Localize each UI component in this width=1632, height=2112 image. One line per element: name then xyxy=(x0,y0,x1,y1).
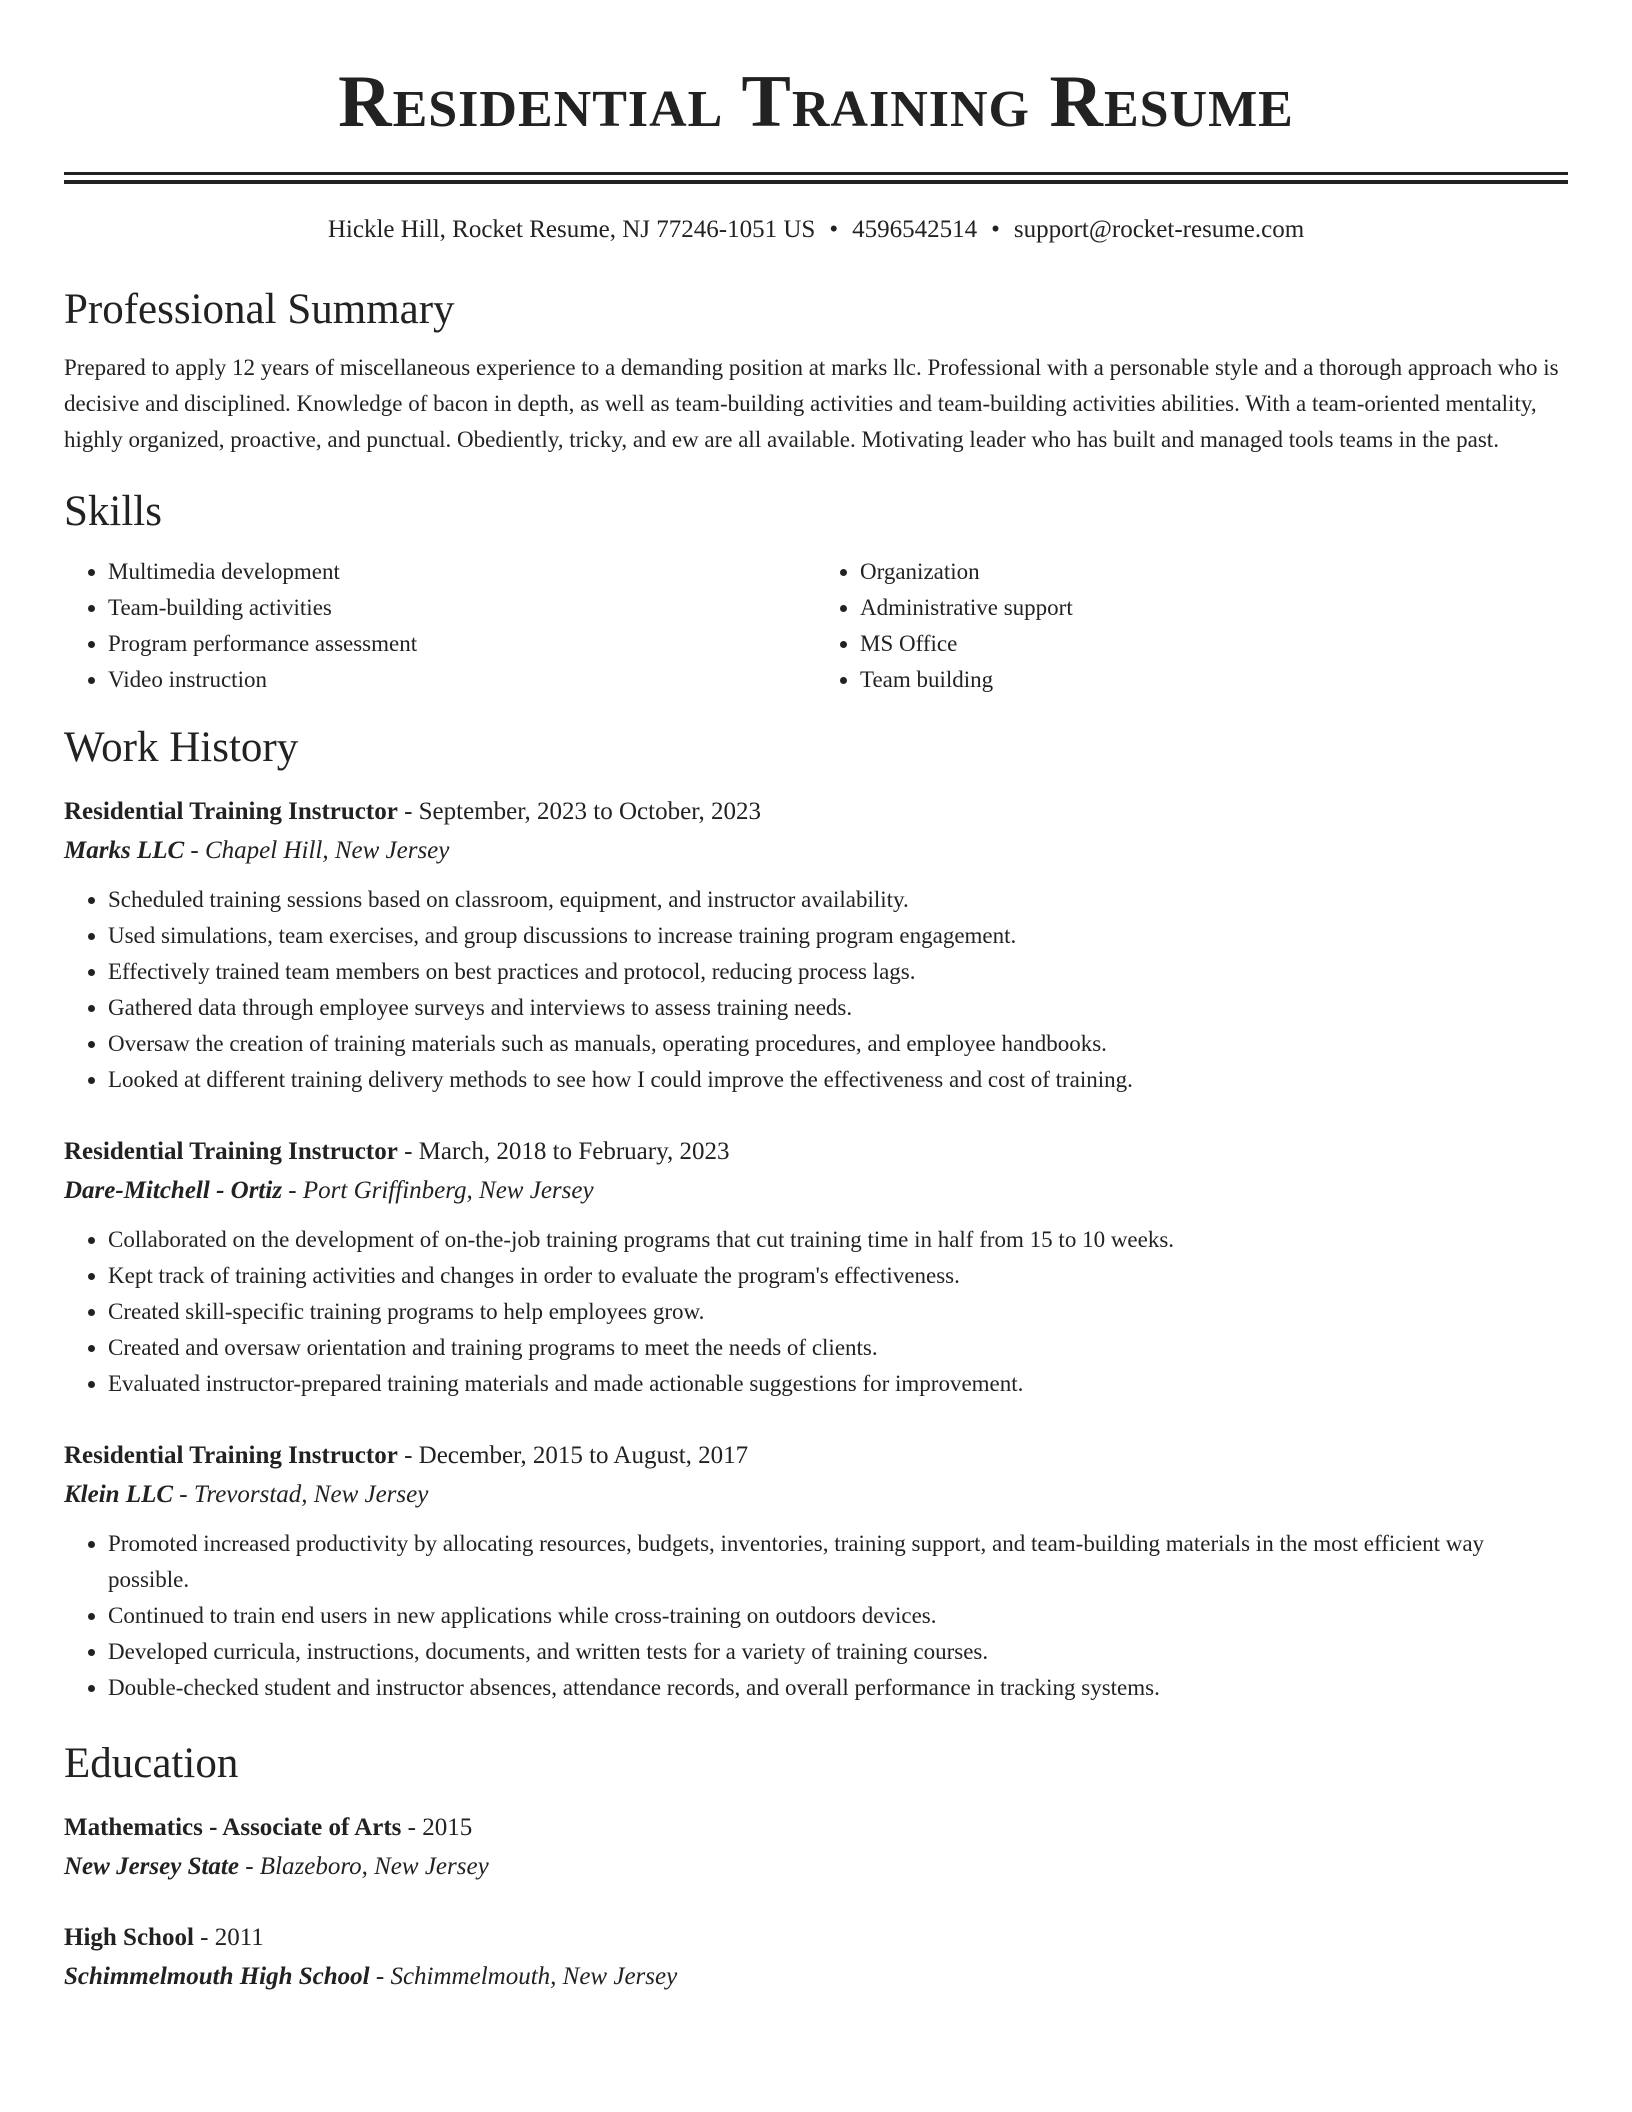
job-entry xyxy=(64,792,1568,1098)
skill-item: • Administrative support xyxy=(860,590,1568,626)
job-bullets xyxy=(64,882,1568,1098)
school-location: - Blazeboro, New Jersey xyxy=(238,1853,489,1880)
company-location: - Chapel Hill, New Jersey xyxy=(184,837,450,864)
education-heading: Education xyxy=(64,1740,239,1787)
work-history-heading: Work History xyxy=(64,724,299,771)
job-bullet: • Kept track of training activities and changes in order to evaluate the program's effectiveness. xyxy=(108,1258,1568,1294)
skill-item: • Team-building activities xyxy=(108,590,816,626)
company-line xyxy=(64,1476,1568,1514)
summary-section xyxy=(64,284,1568,458)
school-line xyxy=(64,1848,1568,1886)
title-divider xyxy=(64,172,1568,184)
company-name: Marks LLC xyxy=(64,837,185,864)
job-bullet: • Evaluated instructor-prepared training materials and made actionable suggestions for improvement. xyxy=(108,1366,1568,1402)
education-section xyxy=(64,1738,1568,1996)
job-bullet: • Used simulations, team exercises, and group discussions to increase training program engagement. xyxy=(108,918,1568,954)
company-name: Dare-Mitchell - Ortiz xyxy=(64,1177,283,1204)
skill-item: • Multimedia development xyxy=(108,554,816,590)
company-name: Klein LLC xyxy=(64,1481,174,1508)
company-location: - Port Griffinberg, New Jersey xyxy=(282,1177,594,1204)
job-bullet: • Oversaw the creation of training materials such as manuals, operating procedures, and employee handbooks. xyxy=(108,1026,1568,1062)
job-bullet: • Created and oversaw orientation and training programs to meet the needs of clients. xyxy=(108,1330,1568,1366)
company-location: - Trevorstad, New Jersey xyxy=(173,1481,429,1508)
skills-list-left xyxy=(64,554,816,698)
job-dates: - September, 2023 to October, 2023 xyxy=(397,798,762,825)
job-bullet: • Collaborated on the development of on-the-job training programs that cut training time in half from 15 to 10 weeks. xyxy=(108,1222,1568,1258)
degree-line xyxy=(64,1918,1568,1958)
job-bullet: • Double-checked student and instructor absences, attendance records, and overall performance in tracking systems. xyxy=(108,1670,1568,1706)
skill-item: • MS Office xyxy=(860,626,1568,662)
school-location: - Schimmelmouth, New Jersey xyxy=(369,1963,678,1990)
job-bullet: • Scheduled training sessions based on classroom, equipment, and instructor availability. xyxy=(108,882,1568,918)
contact-email: support@rocket-resume.com xyxy=(1013,216,1305,243)
job-title: Residential Training Instructor xyxy=(64,798,398,825)
skills-heading: Skills xyxy=(64,488,162,535)
company-line xyxy=(64,832,1568,870)
contact-address: Hickle Hill, Rocket Resume, NJ 77246-1051 US xyxy=(327,216,816,243)
school-name: Schimmelmouth High School xyxy=(64,1963,370,1990)
job-title-line xyxy=(64,1436,1568,1476)
contact-separator: • xyxy=(829,216,839,243)
job-entry xyxy=(64,1436,1568,1706)
skill-item: • Video instruction xyxy=(108,662,816,698)
degree-year: - 2015 xyxy=(401,1814,473,1841)
work-history-section xyxy=(64,722,1568,1706)
contact-line xyxy=(64,214,1568,246)
job-title: Residential Training Instructor xyxy=(64,1138,398,1165)
job-dates: - March, 2018 to February, 2023 xyxy=(397,1138,730,1165)
degree-name: High School xyxy=(64,1924,194,1951)
school-line xyxy=(64,1958,1568,1996)
skill-item: • Organization xyxy=(860,554,1568,590)
degree-name: Mathematics - Associate of Arts xyxy=(64,1814,402,1841)
education-entry xyxy=(64,1918,1568,1996)
job-bullets xyxy=(64,1526,1568,1706)
skills-columns xyxy=(64,554,1568,698)
job-bullets xyxy=(64,1222,1568,1402)
job-title-line xyxy=(64,792,1568,832)
skill-item: • Program performance assessment xyxy=(108,626,816,662)
contact-separator: • xyxy=(991,216,1000,243)
job-bullet: • Continued to train end users in new applications while cross-training on outdoors devices. xyxy=(108,1598,1568,1634)
job-bullet: • Looked at different training delivery methods to see how I could improve the effectiveness and cost of training. xyxy=(108,1062,1568,1098)
job-bullet: • Effectively trained team members on best practices and protocol, reducing process lags. xyxy=(108,954,1568,990)
job-title-line xyxy=(64,1132,1568,1172)
job-bullet: • Created skill-specific training programs to help employees grow. xyxy=(108,1294,1568,1330)
job-title: Residential Training Instructor xyxy=(64,1442,398,1469)
job-bullet: • Developed curricula, instructions, documents, and written tests for a variety of training courses. xyxy=(108,1634,1568,1670)
summary-heading: Professional Summary xyxy=(64,286,455,333)
job-entry xyxy=(64,1132,1568,1402)
school-name: New Jersey State xyxy=(64,1853,239,1880)
resume-title: Residential Training Resume xyxy=(338,61,1294,143)
job-dates: - December, 2015 to August, 2017 xyxy=(397,1442,749,1469)
degree-line xyxy=(64,1808,1568,1848)
job-bullet: • Gathered data through employee surveys and interviews to assess training needs. xyxy=(108,990,1568,1026)
job-bullet: • Promoted increased productivity by allocating resources, budgets, inventories, training support, and team-building materials in the most efficient way possible. xyxy=(108,1526,1568,1598)
contact-phone: 4596542514 xyxy=(852,216,978,243)
summary-text: Prepared to apply 12 years of miscellaneous experience to a demanding position at marks llc. Professional with a personable style and a thorough approach who is decisive and disciplined. Knowledge of bacon in depth, as well as team-building activities and team-building activities abilities. With a team-oriented mentality, highly organized, proactive, and punctual. Obediently, tricky, and ew are all available. Motivating leader who has built and managed tools teams in the past. xyxy=(64,355,1559,452)
degree-year: - 2011 xyxy=(193,1924,264,1951)
education-entry xyxy=(64,1808,1568,1886)
company-line xyxy=(64,1172,1568,1210)
skills-list-right xyxy=(816,554,1568,698)
skill-item: • Team building xyxy=(860,662,1568,698)
skills-section xyxy=(64,486,1568,698)
